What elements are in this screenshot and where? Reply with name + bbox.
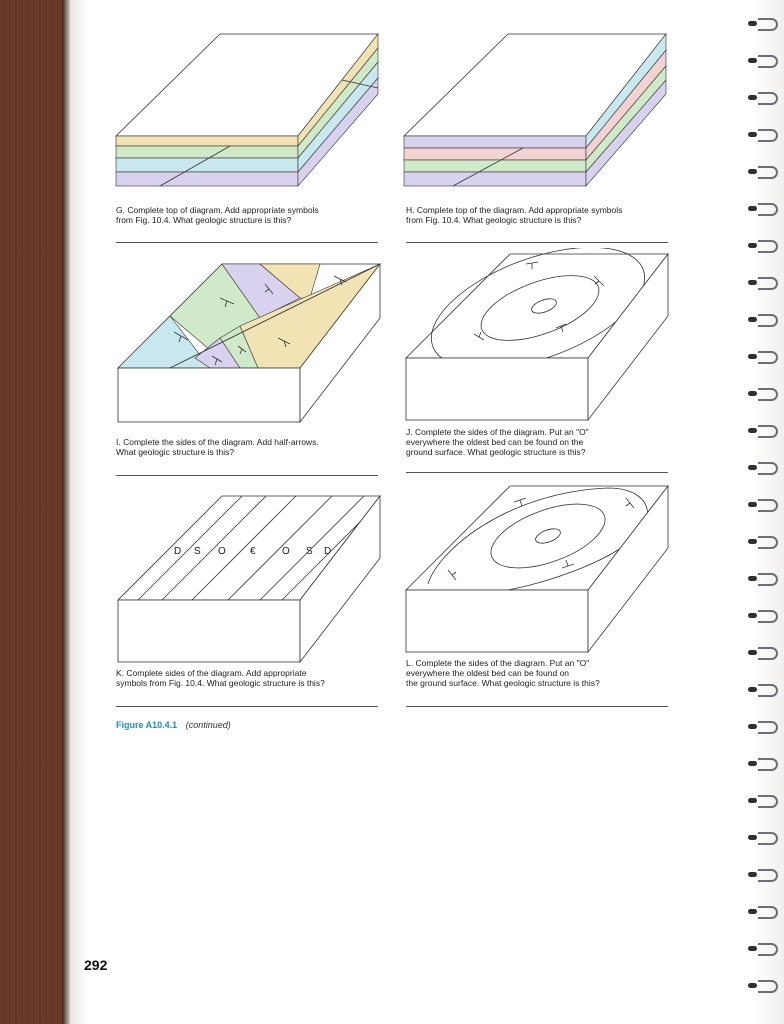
- spiral-ring: [758, 610, 778, 623]
- k-label-s-right: S: [306, 546, 313, 557]
- diagram-g-bed-3: [116, 158, 298, 172]
- page-number: 292: [84, 957, 108, 973]
- spiral-ring: [758, 943, 778, 956]
- caption-j: J. Complete the sides of the diagram. Put an "O" everywhere the oldest bed can be found on the ground surface. What geologic structure is this?: [406, 427, 589, 457]
- spiral-ring: [758, 351, 778, 364]
- spiral-ring: [758, 314, 778, 327]
- spiral-ring: [758, 832, 778, 845]
- k-label-d-left: D: [174, 546, 182, 557]
- divider-h: [406, 242, 668, 243]
- k-label-d-right: D: [324, 546, 332, 557]
- figure-label: [116, 720, 231, 730]
- diagram-h: [398, 28, 673, 208]
- k-label-o-right: O: [282, 546, 290, 557]
- spiral-ring: [758, 92, 778, 105]
- spiral-ring: [758, 203, 778, 216]
- diagram-h-bed-1: [404, 136, 586, 148]
- spiral-ring: [758, 684, 778, 697]
- diagram-i-front-face: [118, 368, 300, 422]
- divider-g: [116, 242, 378, 243]
- divider-j: [406, 472, 668, 473]
- k-label-s-left: S: [194, 546, 201, 557]
- spiral-ring: [758, 388, 778, 401]
- diagram-l-front-face: [406, 590, 588, 652]
- caption-l: L. Complete the sides of the diagram. Put an "O" everywhere the oldest bed can be found on the ground surface. What geologic structure is this?: [406, 658, 600, 688]
- figure-continued: (continued): [185, 720, 231, 730]
- divider-l: [406, 706, 668, 707]
- divider-i: [116, 475, 378, 476]
- spiral-ring: [758, 906, 778, 919]
- diagram-k-front-face: [118, 600, 300, 662]
- caption-h: H. Complete top of the diagram. Add appropriate symbols from Fig. 10.4. What geologic structure is this?: [406, 205, 623, 225]
- diagram-g: [110, 28, 385, 208]
- spiral-ring: [758, 277, 778, 290]
- diagram-g-bed-2: [116, 146, 298, 158]
- caption-k: K. Complete sides of the diagram. Add appropriate symbols from Fig. 10.4. What geologic structure is this?: [116, 668, 325, 688]
- spiral-ring: [758, 55, 778, 68]
- spiral-ring: [758, 166, 778, 179]
- spiral-ring: [758, 647, 778, 660]
- spiral-ring: [758, 129, 778, 142]
- caption-g: G. Complete top of diagram. Add appropriate symbols from Fig. 10.4. What geologic structure is this?: [116, 205, 319, 225]
- spiral-ring: [758, 536, 778, 549]
- diagram-h-bed-4: [404, 172, 586, 186]
- diagram-j: [398, 248, 673, 428]
- spiral-ring: [758, 869, 778, 882]
- spiral-ring: [758, 425, 778, 438]
- diagram-h-bed-2: [404, 148, 586, 160]
- diagram-l: [398, 480, 673, 660]
- spiral-ring: [758, 573, 778, 586]
- divider-k: [116, 706, 378, 707]
- spiral-ring: [758, 240, 778, 253]
- spiral-ring: [758, 18, 778, 31]
- k-label-o-left: O: [218, 546, 226, 557]
- figure-label-text: Figure A10.4.1: [116, 720, 178, 730]
- spiral-ring: [758, 758, 778, 771]
- binding-edge: [62, 0, 70, 1024]
- spiral-ring: [758, 980, 778, 993]
- book-binding: [0, 0, 66, 1024]
- diagram-g-bed-4: [116, 172, 298, 186]
- k-label-cambrian: €: [250, 546, 256, 557]
- diagram-k-bed-labels: [174, 546, 331, 557]
- diagram-i: [110, 258, 385, 438]
- spiral-ring: [758, 721, 778, 734]
- diagram-g-bed-1: [116, 136, 298, 146]
- diagram-j-front-face: [406, 358, 588, 420]
- caption-i: I. Complete the sides of the diagram. Add half-arrows. What geologic structure is this?: [116, 437, 319, 457]
- diagram-k: [110, 490, 385, 670]
- spiral-ring: [758, 499, 778, 512]
- spiral-binding: [748, 0, 784, 1024]
- spiral-ring: [758, 462, 778, 475]
- diagram-h-bed-3: [404, 160, 586, 172]
- spiral-ring: [758, 795, 778, 808]
